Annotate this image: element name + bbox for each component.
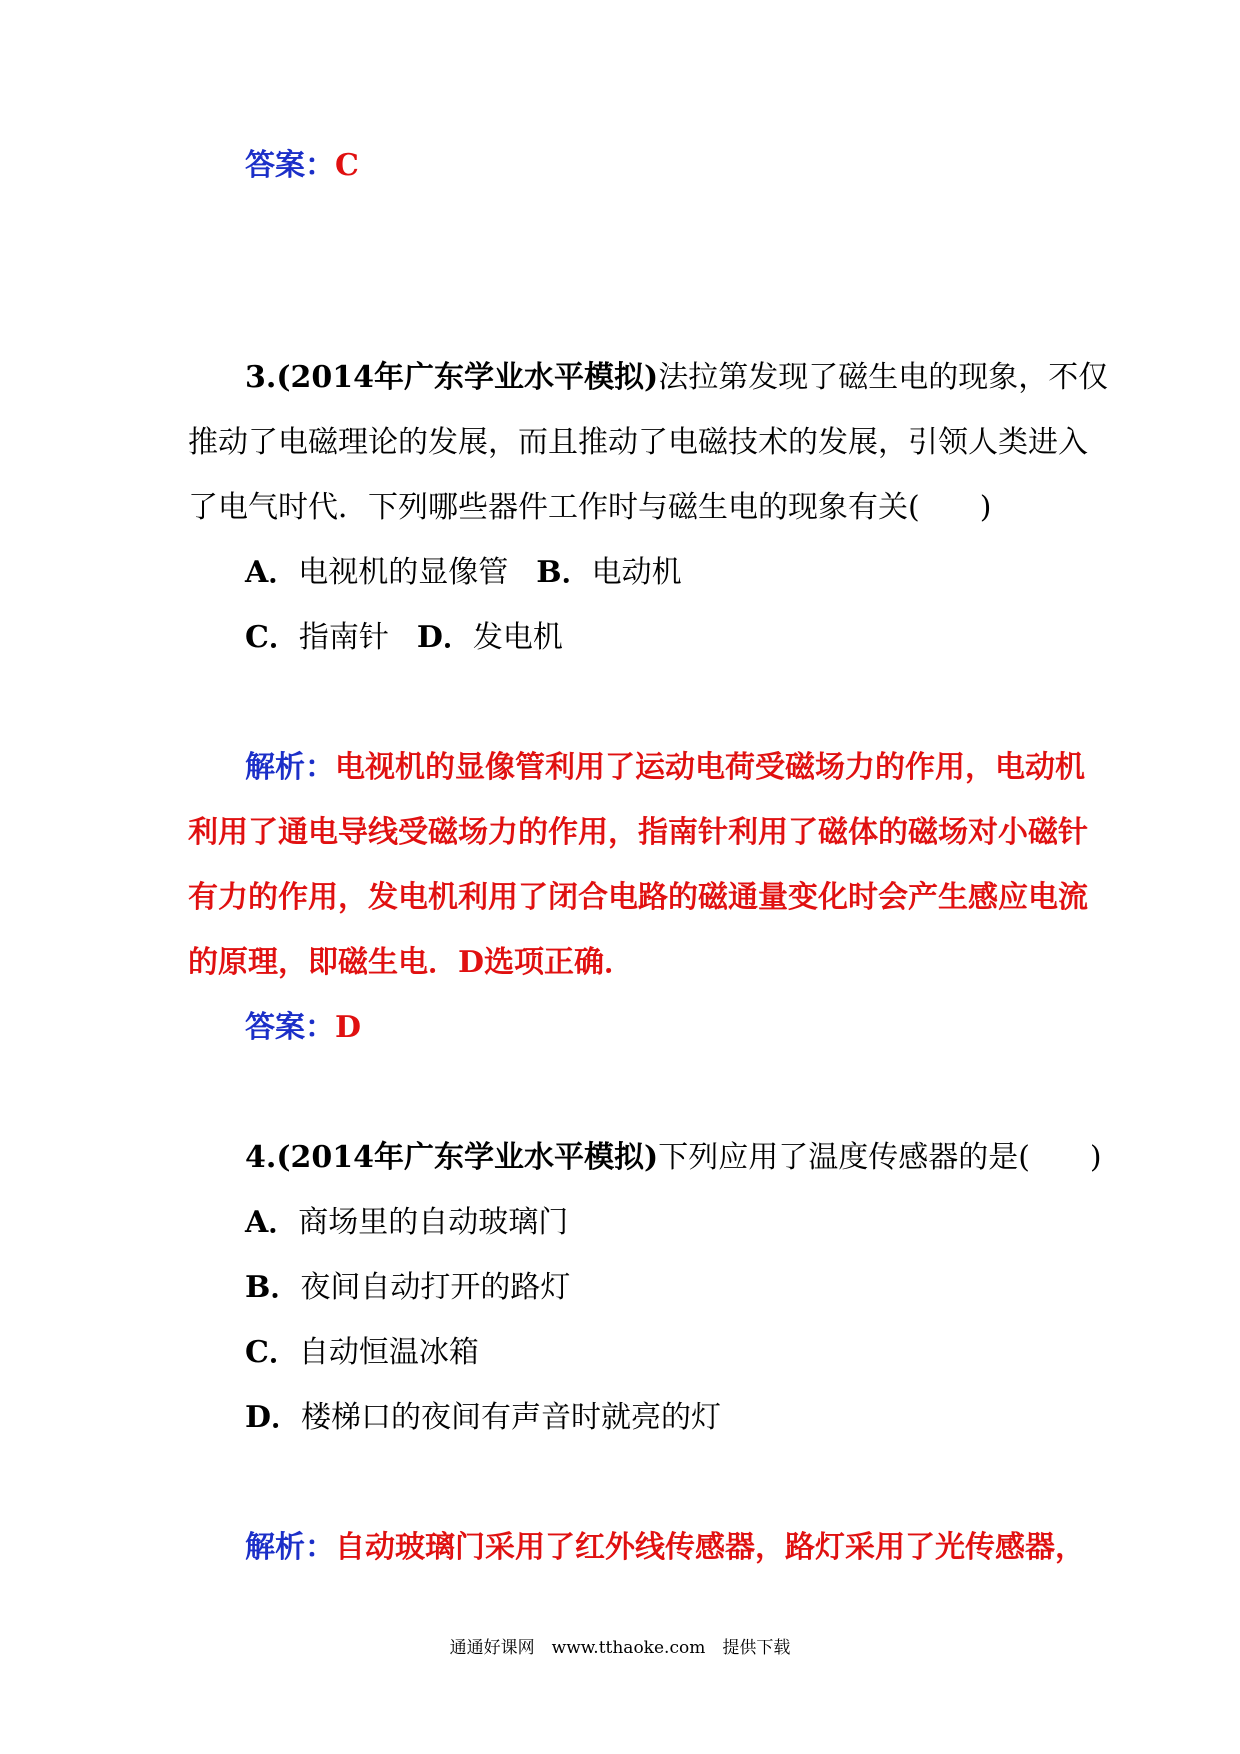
question-3-options-row-2: [245, 618, 563, 658]
question-number: 4.: [245, 1140, 277, 1175]
answer-label: 答案：: [245, 148, 335, 183]
option-key: C．: [245, 620, 299, 655]
option-text: 发电机: [472, 620, 563, 655]
option-key: B．: [536, 555, 592, 590]
option-key: D．: [245, 1400, 302, 1435]
answer-label: 答案：: [245, 1010, 335, 1045]
option-key: B．: [245, 1270, 301, 1305]
analysis-text: 电视机的显像管利用了运动电荷受磁场力的作用，电动机: [335, 750, 1085, 785]
question-number: 3.: [245, 360, 277, 395]
analysis-3-line-3: [188, 878, 1088, 918]
question-text: 推动了电磁理论的发展，而且推动了电磁技术的发展，引领人类进入: [188, 425, 1088, 460]
question-4-option-d: [245, 1398, 721, 1438]
question-text: 法拉第发现了磁生电的现象，不仅: [658, 360, 1109, 395]
answer-value: D: [335, 1010, 362, 1045]
analysis-label: 解析：: [245, 750, 335, 785]
option-text: 电视机的显像管: [298, 555, 509, 590]
analysis-text: 自动玻璃门采用了红外线传感器，路灯采用了光传感器，: [335, 1530, 1085, 1565]
page-footer: 通通好课网 www.tthaoke.com 提供下载: [449, 1638, 791, 1658]
answer-3: [245, 1008, 361, 1048]
question-4-option-c: [245, 1333, 479, 1373]
option-key: A．: [245, 1205, 299, 1240]
analysis-text: 有力的作用，发电机利用了闭合电路的磁通量变化时会产生感应电流: [188, 880, 1088, 915]
analysis-3-line-4: [188, 943, 634, 983]
question-text: 了电气时代．下列哪些器件工作时与磁生电的现象有关( ): [188, 490, 992, 525]
analysis-label: 解析：: [245, 1530, 335, 1565]
option-text: 商场里的自动玻璃门: [298, 1205, 569, 1240]
question-4-line-1: [245, 1138, 1102, 1178]
question-source: (2014年广东学业水平模拟): [276, 1140, 659, 1175]
option-key: A．: [245, 555, 299, 590]
analysis-4-line-1: [245, 1528, 1085, 1568]
question-3-options-row-1: [245, 553, 682, 593]
option-text: 楼梯口的夜间有声音时就亮的灯: [301, 1400, 722, 1435]
option-key: C．: [245, 1335, 299, 1370]
analysis-text: 的原理，即磁生电．D选项正确．: [188, 945, 635, 980]
question-3-line-3: [188, 488, 991, 528]
question-4-option-a: [245, 1203, 568, 1243]
option-text: 夜间自动打开的路灯: [300, 1270, 571, 1305]
analysis-3-line-2: [188, 813, 1088, 853]
option-text: 指南针: [298, 620, 389, 655]
answer-1: [245, 146, 359, 186]
question-text: 下列应用了温度传感器的是( ): [658, 1140, 1102, 1175]
question-source: (2014年广东学业水平模拟): [276, 360, 659, 395]
question-3-line-2: [188, 423, 1088, 463]
analysis-3-line-1: [245, 748, 1085, 788]
analysis-text: 利用了通电导线受磁场力的作用，指南针利用了磁体的磁场对小磁针: [188, 815, 1088, 850]
option-text: 电动机: [591, 555, 682, 590]
option-key: D．: [416, 620, 473, 655]
question-4-option-b: [245, 1268, 570, 1308]
option-text: 自动恒温冰箱: [298, 1335, 479, 1370]
question-3-line-1: [245, 358, 1108, 398]
answer-value: C: [335, 148, 359, 183]
